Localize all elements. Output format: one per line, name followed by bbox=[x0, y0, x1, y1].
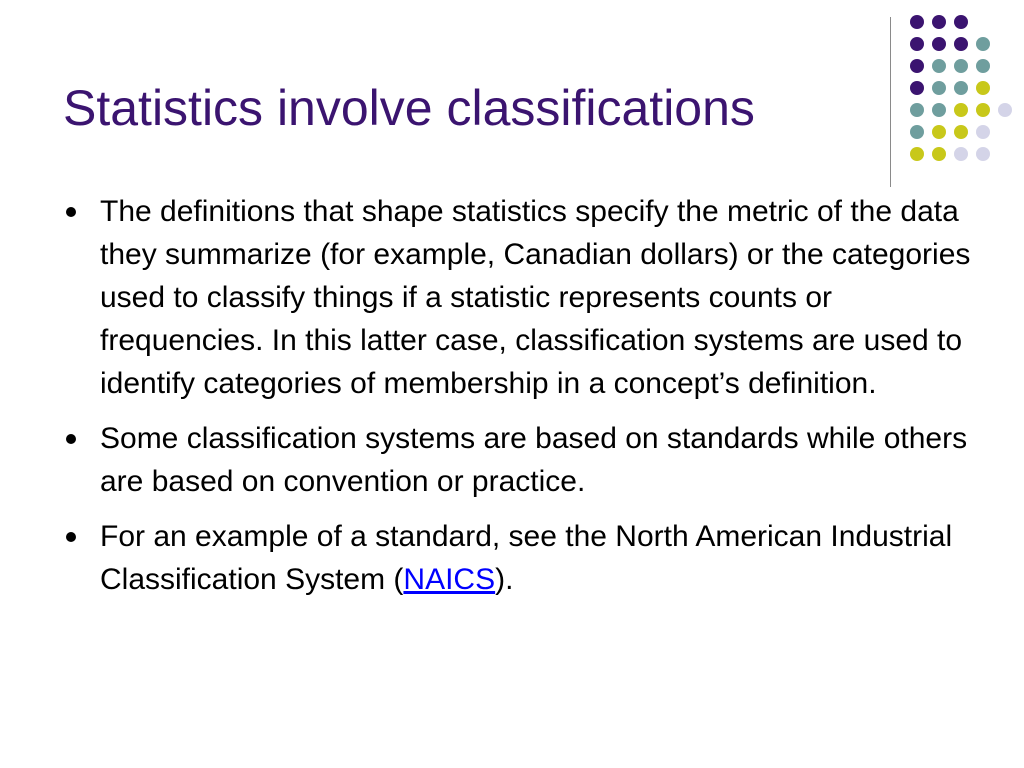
bullet-text-before: For an example of a standard, see the North American Industrial Classification System ( bbox=[100, 520, 953, 596]
decorative-dot bbox=[910, 37, 924, 51]
decorative-dot bbox=[976, 37, 990, 51]
bullet-text: The definitions that shape statistics specify the metric of the data they summarize (for example, Canadian dollars) or the categories used to classify things if a statistic represents counts or frequencies. In this latter case, classification systems are used to identify categories of membership in a concept’s definition. bbox=[100, 195, 971, 400]
decorative-dot bbox=[954, 15, 968, 29]
decorative-dot bbox=[932, 59, 946, 73]
decorative-dot bbox=[910, 81, 924, 95]
decorative-dot bbox=[932, 37, 946, 51]
bullet-text-after: ). bbox=[495, 563, 514, 596]
decorative-dot bbox=[910, 103, 924, 117]
decorative-dot bbox=[954, 125, 968, 139]
decorative-dot bbox=[910, 59, 924, 73]
bullet-item-standards bbox=[63, 417, 973, 503]
decorative-dot bbox=[976, 81, 990, 95]
title-divider-line bbox=[890, 17, 891, 187]
decorative-dot bbox=[954, 59, 968, 73]
decorative-dot bbox=[954, 81, 968, 95]
decorative-dot bbox=[954, 103, 968, 117]
decorative-dot bbox=[976, 147, 990, 161]
decorative-dot bbox=[954, 37, 968, 51]
decorative-dot bbox=[932, 15, 946, 29]
decorative-dot bbox=[976, 125, 990, 139]
decorative-dot bbox=[976, 59, 990, 73]
decorative-dot bbox=[932, 147, 946, 161]
naics-link[interactable]: NAICS bbox=[403, 563, 496, 596]
slide-title: Statistics involve classifications bbox=[63, 80, 755, 136]
decorative-dot bbox=[910, 147, 924, 161]
bullet-text: Some classification systems are based on standards while others are based on convention or practice. bbox=[100, 422, 968, 498]
bullet-item-naics bbox=[63, 515, 973, 601]
decorative-dot bbox=[976, 103, 990, 117]
decorative-dot bbox=[932, 103, 946, 117]
bullet-dot-icon bbox=[66, 532, 76, 542]
decorative-dot bbox=[998, 103, 1012, 117]
decorative-dot bbox=[910, 15, 924, 29]
bullet-dot-icon bbox=[66, 207, 76, 217]
bullet-dot-icon bbox=[66, 434, 76, 444]
bullet-item-definitions bbox=[63, 190, 973, 405]
decorative-dot bbox=[954, 147, 968, 161]
decorative-dot bbox=[910, 125, 924, 139]
bullet-list bbox=[63, 190, 973, 613]
decorative-dot bbox=[932, 125, 946, 139]
decorative-dot bbox=[932, 81, 946, 95]
